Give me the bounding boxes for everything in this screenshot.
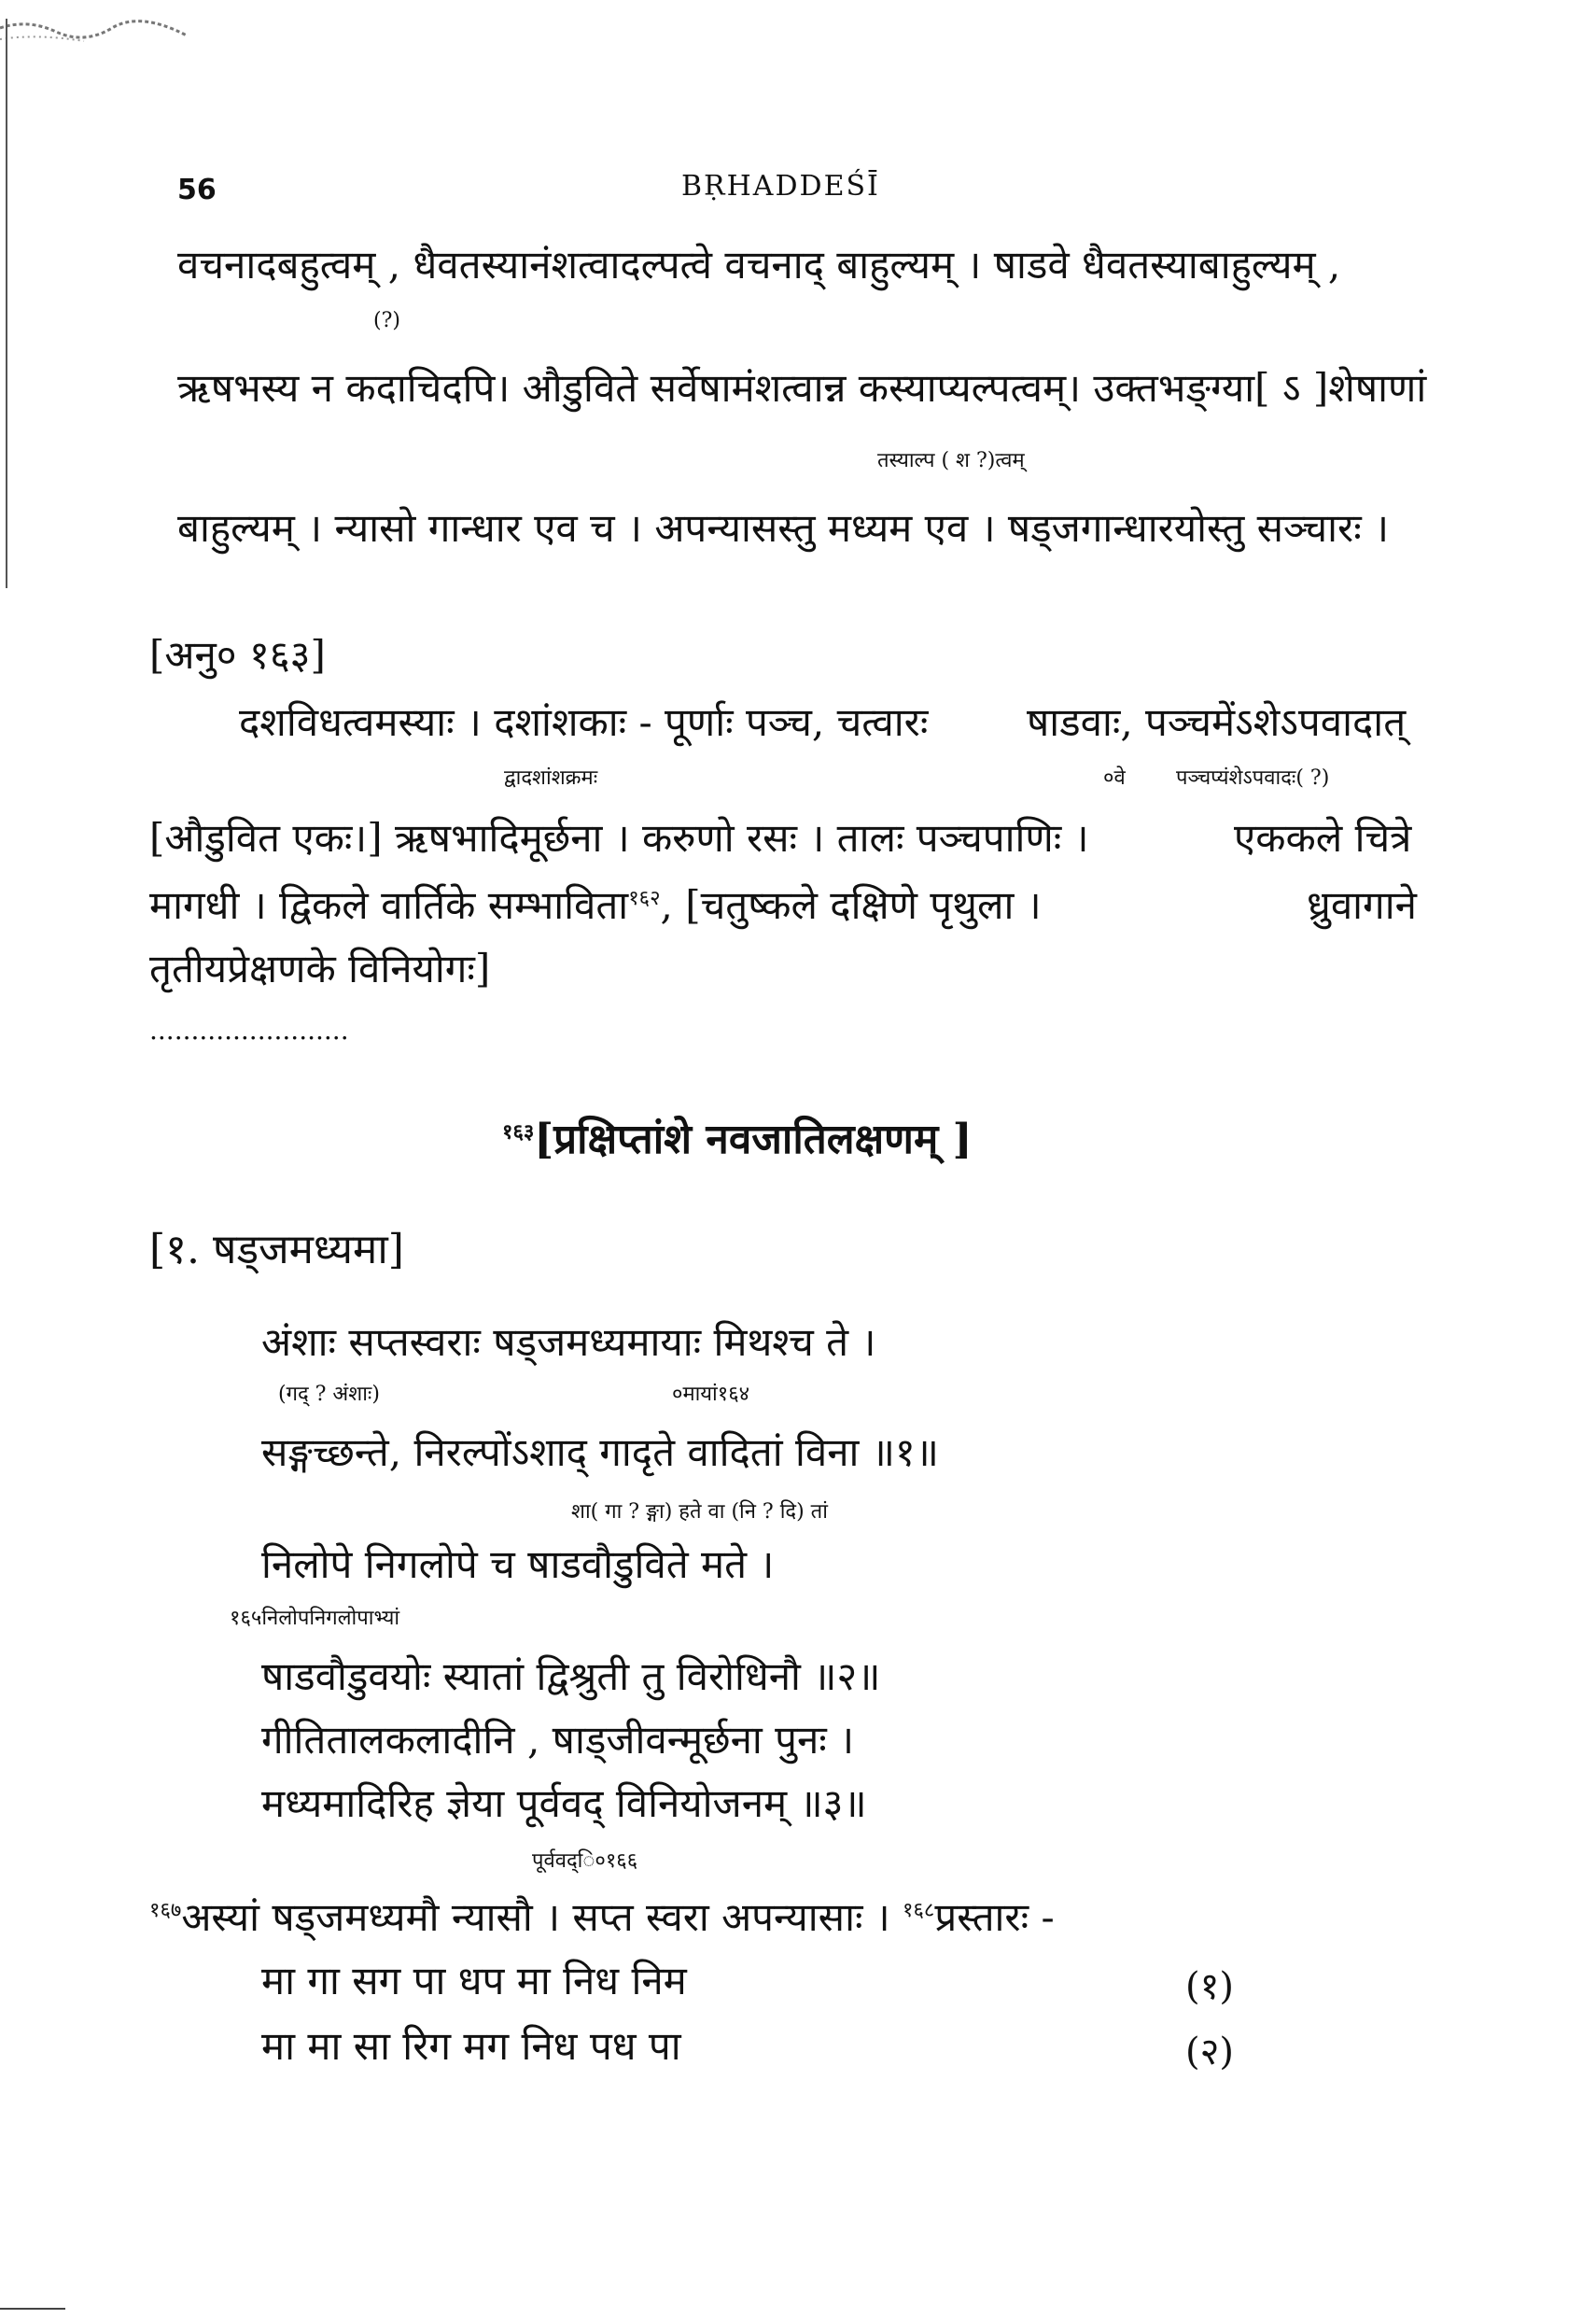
verse-line-5: गीतितालकलादीनि , षाड्जीवन्मूर्छना पुनः ।	[261, 1717, 855, 1763]
footnote-variant-4b: ०मायां१६४	[672, 1383, 750, 1406]
verse-line-6: मध्यमादिरिह ज्ञेया पूर्ववद् विनियोजनम् ॥३॥	[261, 1780, 867, 1826]
verse-line-3: निलोपे निगलोपे च षाडवौडुविते मते ।	[261, 1541, 775, 1587]
footnote-variant-7: पूर्ववद्ि०१६६	[532, 1849, 638, 1873]
footnote-ref-166: १६६	[605, 1849, 638, 1873]
section-number-163: [अनु० १६३]	[149, 632, 326, 678]
subheading-shadja-madhyama: [१. षड्जमध्यमा]	[149, 1226, 404, 1273]
ellipsis-dots: ........................	[149, 1015, 349, 1046]
text-line-5-left: [औडुवित एकः।] ऋषभादिमूर्छना । करुणो रसः । तालः पञ्चपाणिः ।	[149, 815, 1089, 861]
footnote-variant-4a: (गद् ? अंशाः)	[278, 1383, 380, 1406]
footnote-ref-164: १६४	[717, 1383, 750, 1406]
footnote-ref-168: १६८	[903, 1899, 935, 1922]
footnote-ref-162: १६२	[628, 887, 661, 910]
footnote-variant-6: १६५निलोपनिगलोपाभ्यां	[230, 1607, 400, 1630]
text-line-2: ऋषभस्य न कदाचिदपि। औडुविते सर्वेषामंशत्वान्न कस्याप्यल्पत्वम्। उक्तभङ्ग्या[ ऽ ]शेषाणां	[177, 365, 1427, 411]
verse-line-1: अंशाः सप्तस्वराः षड्जमध्यमायाः मिथश्च ते ।	[261, 1319, 876, 1365]
section-heading: $^{१६३}$[प्रक्षिप्तांशे नवजातिलक्षणम् ]	[502, 1116, 973, 1163]
footnote-variant-3a: द्वादशांशक्रमः	[504, 766, 598, 790]
prastara-number-2: (२)	[1185, 2031, 1235, 2073]
footnote-variant-3c: पञ्चप्यंशेऽपवादः( ?)	[1176, 766, 1330, 790]
prastara-line-2: मा मा सा रिग मग निध पध पा	[261, 2023, 681, 2069]
footnote-ref-167: १६७	[149, 1899, 182, 1922]
scan-noise-mark	[0, 0, 205, 56]
footnote-ref-165: १६५	[230, 1607, 262, 1630]
text-line-8: $^{१६७}$अस्यां षड्जमध्यमौ न्यासौ । सप्त स्वरा अपन्यासाः । $^{१६८}$प्रस्तारः -	[149, 1894, 1055, 1940]
scan-left-edge	[6, 19, 7, 588]
text-line-3: बाहुल्यम् । न्यासो गान्धार एव च । अपन्यासस्तु मध्यम एव । षड्जगान्धारयोस्तु सञ्चारः ।	[177, 505, 1389, 551]
verse-line-4: षाडवौडुवयोः स्यातां द्विश्रुती तु विरोधिनौ ॥२॥	[261, 1653, 881, 1699]
running-title: BṚHADDEŚĪ	[681, 170, 880, 203]
text-line-5-right: एककले चित्रे	[1234, 815, 1412, 861]
text-line-1: वचनादबहुत्वम् , धैवतस्यानंशत्वादल्पत्वे वचनाद् बाहुल्यम् । षाडवे धैवतस्याबाहुल्यम् ,	[177, 242, 1341, 288]
footnote-variant-3b: ०वे	[1103, 766, 1126, 790]
scan-bottom-mark	[0, 2308, 65, 2310]
text-line-4-right: षाडवाः, पञ्चमेंऽशेऽपवादात्	[1027, 699, 1407, 745]
text-line-7: तृतीयप्रेक्षणके विनियोगः]	[149, 946, 491, 991]
footnote-variant-2: तस्याल्प ( श ?)त्वम्	[877, 449, 1025, 472]
footnote-variant-1: (?)	[373, 309, 400, 332]
text-line-4-left: दशविधत्वमस्याः । दशांशकाः - पूर्णाः पञ्च, चत्वारः	[239, 699, 929, 745]
text-line-6-left: मागधी । द्विकले वार्तिके सम्भाविता$^{१६२}$, [चतुष्कले दक्षिणे पृथुला ।	[149, 882, 1042, 928]
text-line-6-right: ध्रुवागाने	[1307, 882, 1417, 928]
prastara-line-1: मा गा सग पा धप मा निध निम	[261, 1958, 687, 2003]
page-number: 56	[177, 174, 217, 206]
footnote-ref-163: १६३	[502, 1119, 535, 1145]
footnote-variant-5: शा( गा ? ङ्गा) हते वा (नि ? दि) तां	[571, 1500, 828, 1524]
verse-line-2: सङ्गच्छन्ते, निरल्पोंऽशाद् गादृते वादितां विना ॥१॥	[261, 1429, 939, 1475]
prastara-number-1: (१)	[1185, 1965, 1235, 2008]
